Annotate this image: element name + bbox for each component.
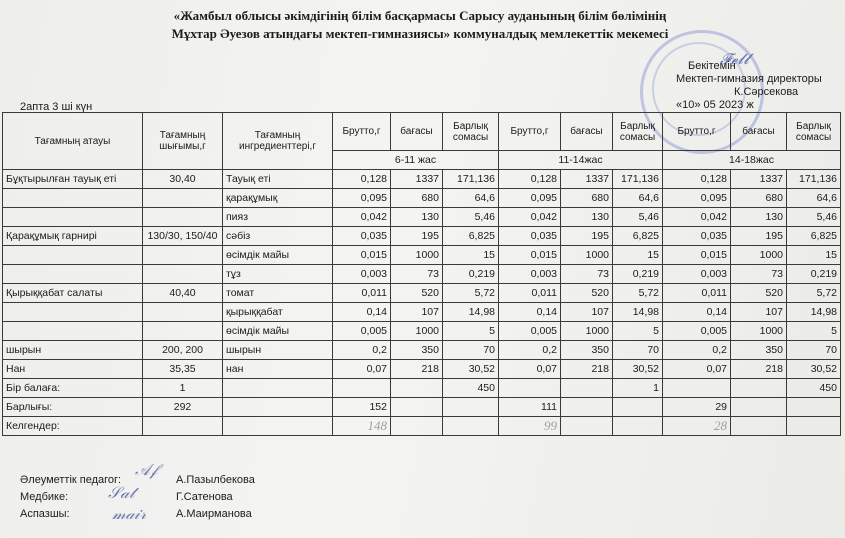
dish-yield — [143, 246, 223, 265]
cell-brutto-group-3: 0,042 — [663, 208, 731, 227]
cell-price-group-3: 1337 — [731, 170, 787, 189]
dish-name — [3, 303, 143, 322]
cell-brutto-group-2: 0,07 — [499, 360, 561, 379]
cell-price-group-1: 350 — [391, 341, 443, 360]
cell-sum-group-2: 0,219 — [613, 265, 663, 284]
cell-sum-group-3: 5,72 — [787, 284, 841, 303]
cell-sum-group-1: 14,98 — [443, 303, 499, 322]
menu-row — [3, 303, 841, 322]
menu-table — [2, 112, 841, 436]
age-group-11-14: 11-14жас — [499, 151, 663, 170]
total-group-1: 152 — [333, 398, 391, 417]
cell-brutto-group-1: 0,2 — [333, 341, 391, 360]
cell-price-group-1: 195 — [391, 227, 443, 246]
cell-sum-group-3: 64,6 — [787, 189, 841, 208]
cell-brutto-group-2: 0,2 — [499, 341, 561, 360]
cell-price-group-2: 1000 — [561, 322, 613, 341]
cell-sum-group-2: 15 — [613, 246, 663, 265]
ingredient-name: өсімдік майы — [223, 322, 333, 341]
menu-day: 2апта 3 ші күн — [20, 101, 93, 113]
cell-sum-group-1: 64,6 — [443, 189, 499, 208]
total-group-3: 29 — [663, 398, 731, 417]
header-total: Барлық сомасы — [613, 113, 663, 151]
cell-brutto-group-1: 0,015 — [333, 246, 391, 265]
cell-price-group-1: 218 — [391, 360, 443, 379]
header-ingredients: Тағамның ингредиенттері,г — [223, 113, 333, 170]
cell-sum-group-3: 14,98 — [787, 303, 841, 322]
cell-brutto-group-2: 0,035 — [499, 227, 561, 246]
cell-brutto-group-2: 0,14 — [499, 303, 561, 322]
cell-price-group-1: 130 — [391, 208, 443, 227]
cell-brutto-group-3: 0,095 — [663, 189, 731, 208]
header-brutto: Брутто,г — [663, 113, 731, 151]
cell-brutto-group-2: 0,003 — [499, 265, 561, 284]
cell-sum-group-2: 5 — [613, 322, 663, 341]
approval-position: Мектеп-гимназия директоры — [676, 73, 822, 85]
dish-yield — [143, 322, 223, 341]
menu-row — [3, 265, 841, 284]
cell-price-group-2: 1000 — [561, 246, 613, 265]
menu-body — [3, 170, 841, 379]
cell-sum-group-3: 171,136 — [787, 170, 841, 189]
cell-brutto-group-1: 0,07 — [333, 360, 391, 379]
header-line-2: Мұхтар Әуезов атындағы мектеп-гимназиясы» коммуналдық мемлекеттік мекемесі — [171, 26, 669, 41]
cell-price-group-3: 1000 — [731, 322, 787, 341]
header-total: Барлық сомасы — [443, 113, 499, 151]
signature-role-cook: Аспазшы: — [20, 508, 70, 520]
dish-name: Қырыққабат салаты — [3, 284, 143, 303]
cell-price-group-3: 130 — [731, 208, 787, 227]
cell-price-group-2: 218 — [561, 360, 613, 379]
per-child-count-2: 1 — [613, 379, 663, 398]
cell-price-group-2: 130 — [561, 208, 613, 227]
cell-brutto-group-1: 0,011 — [333, 284, 391, 303]
cell-sum-group-2: 6,825 — [613, 227, 663, 246]
ingredient-name: қарақұмық — [223, 189, 333, 208]
cell-brutto-group-1: 0,003 — [333, 265, 391, 284]
ingredient-name: нан — [223, 360, 333, 379]
signature-name-nurse: Г.Сатенова — [176, 491, 233, 503]
cell-sum-group-2: 171,136 — [613, 170, 663, 189]
ingredient-name: шырын — [223, 341, 333, 360]
cell-price-group-1: 520 — [391, 284, 443, 303]
cell-brutto-group-1: 0,005 — [333, 322, 391, 341]
dish-name — [3, 189, 143, 208]
attendance-group-1: 148 — [333, 417, 391, 436]
per-child-count: 1 — [143, 379, 223, 398]
cell-price-group-2: 680 — [561, 189, 613, 208]
dish-yield: 130/30, 150/40 — [143, 227, 223, 246]
cell-brutto-group-3: 0,14 — [663, 303, 731, 322]
per-child-label: Бір балаға: — [3, 379, 143, 398]
cell-brutto-group-1: 0,042 — [333, 208, 391, 227]
dish-name: Бұқтырылған тауық еті — [3, 170, 143, 189]
per-child-total-1: 450 — [443, 379, 499, 398]
header-brutto: Брутто,г — [333, 113, 391, 151]
cell-price-group-2: 107 — [561, 303, 613, 322]
cell-sum-group-2: 14,98 — [613, 303, 663, 322]
cell-price-group-3: 350 — [731, 341, 787, 360]
cell-brutto-group-2: 0,011 — [499, 284, 561, 303]
approval-date: «10» 05 2023 ж — [676, 99, 754, 111]
ingredient-name: пияз — [223, 208, 333, 227]
attendance-label: Келгендер: — [3, 417, 143, 436]
menu-row — [3, 227, 841, 246]
cell-brutto-group-1: 0,128 — [333, 170, 391, 189]
attendance-group-3: 28 — [663, 417, 731, 436]
cell-sum-group-1: 30,52 — [443, 360, 499, 379]
dish-yield — [143, 303, 223, 322]
dish-yield: 200, 200 — [143, 341, 223, 360]
cell-sum-group-1: 70 — [443, 341, 499, 360]
cell-price-group-3: 1000 — [731, 246, 787, 265]
cell-price-group-2: 1337 — [561, 170, 613, 189]
cell-price-group-2: 195 — [561, 227, 613, 246]
cell-brutto-group-1: 0,095 — [333, 189, 391, 208]
cell-sum-group-3: 70 — [787, 341, 841, 360]
cell-brutto-group-3: 0,003 — [663, 265, 731, 284]
per-child-total-3: 450 — [787, 379, 841, 398]
signature-name-cook: А.Маирманова — [176, 508, 252, 520]
dish-yield: 30,40 — [143, 170, 223, 189]
cell-price-group-3: 520 — [731, 284, 787, 303]
cell-price-group-1: 1000 — [391, 322, 443, 341]
age-group-6-11: 6-11 жас — [333, 151, 499, 170]
cell-brutto-group-2: 0,095 — [499, 189, 561, 208]
cell-price-group-1: 73 — [391, 265, 443, 284]
dish-name: шырын — [3, 341, 143, 360]
handwritten-signature-1: 𝒜𝒻 — [135, 460, 158, 479]
header-price: бағасы — [561, 113, 613, 151]
cell-brutto-group-2: 0,015 — [499, 246, 561, 265]
approval-name: К.Сәрсекова — [734, 86, 799, 98]
dish-yield: 35,35 — [143, 360, 223, 379]
cell-sum-group-1: 171,136 — [443, 170, 499, 189]
cell-brutto-group-2: 0,128 — [499, 170, 561, 189]
cell-price-group-2: 520 — [561, 284, 613, 303]
cell-sum-group-3: 15 — [787, 246, 841, 265]
menu-row — [3, 341, 841, 360]
menu-row — [3, 208, 841, 227]
cell-price-group-3: 107 — [731, 303, 787, 322]
ingredient-name: сәбіз — [223, 227, 333, 246]
cell-brutto-group-2: 0,005 — [499, 322, 561, 341]
approval-label: Бекітемін — [688, 60, 736, 72]
cell-price-group-3: 680 — [731, 189, 787, 208]
cell-sum-group-2: 70 — [613, 341, 663, 360]
handwritten-signature-3: 𝓂𝒶𝒾𝓇 — [112, 504, 147, 523]
cell-sum-group-1: 5,46 — [443, 208, 499, 227]
header-line-1: «Жамбыл облысы әкімдігінің білім басқармасы Сарысу ауданының білім бөлімінің — [173, 8, 667, 23]
cell-brutto-group-1: 0,035 — [333, 227, 391, 246]
director-signature: 𝓕𝓮𝓵𝓵 — [720, 50, 750, 68]
cell-sum-group-2: 30,52 — [613, 360, 663, 379]
cell-sum-group-2: 64,6 — [613, 189, 663, 208]
cell-brutto-group-2: 0,042 — [499, 208, 561, 227]
menu-row — [3, 189, 841, 208]
total-count: 292 — [143, 398, 223, 417]
dish-name — [3, 265, 143, 284]
cell-sum-group-1: 15 — [443, 246, 499, 265]
approval-block — [676, 60, 826, 112]
cell-brutto-group-3: 0,2 — [663, 341, 731, 360]
dish-name: Қарақұмық гарнирі — [3, 227, 143, 246]
cell-brutto-group-3: 0,011 — [663, 284, 731, 303]
menu-row — [3, 360, 841, 379]
dish-name — [3, 322, 143, 341]
cell-sum-group-3: 5 — [787, 322, 841, 341]
ingredient-name: өсімдік майы — [223, 246, 333, 265]
cell-sum-group-1: 0,219 — [443, 265, 499, 284]
cell-price-group-2: 73 — [561, 265, 613, 284]
cell-price-group-3: 218 — [731, 360, 787, 379]
cell-price-group-3: 73 — [731, 265, 787, 284]
signature-name-social-pedagogue: А.Пазылбекова — [176, 474, 255, 486]
cell-price-group-1: 107 — [391, 303, 443, 322]
cell-sum-group-3: 0,219 — [787, 265, 841, 284]
cell-price-group-1: 1337 — [391, 170, 443, 189]
cell-brutto-group-3: 0,035 — [663, 227, 731, 246]
dish-yield: 40,40 — [143, 284, 223, 303]
menu-row — [3, 246, 841, 265]
dish-yield — [143, 265, 223, 284]
dish-yield — [143, 208, 223, 227]
cell-sum-group-2: 5,72 — [613, 284, 663, 303]
ingredient-name: қырыққабат — [223, 303, 333, 322]
header-price: бағасы — [731, 113, 787, 151]
header-yield: Тағамның шығымы,г — [143, 113, 223, 170]
cell-sum-group-1: 5,72 — [443, 284, 499, 303]
signature-role-nurse: Медбике: — [20, 491, 69, 503]
total-label: Барлығы: — [3, 398, 143, 417]
header-price: бағасы — [391, 113, 443, 151]
cell-price-group-3: 195 — [731, 227, 787, 246]
attendance-group-2: 99 — [499, 417, 561, 436]
cell-sum-group-1: 5 — [443, 322, 499, 341]
cell-sum-group-3: 5,46 — [787, 208, 841, 227]
total-group-2: 111 — [499, 398, 561, 417]
header-brutto: Брутто,г — [499, 113, 561, 151]
cell-price-group-1: 680 — [391, 189, 443, 208]
ingredient-name: тұз — [223, 265, 333, 284]
cell-sum-group-3: 30,52 — [787, 360, 841, 379]
ingredient-name: Тауық еті — [223, 170, 333, 189]
age-group-14-18: 14-18жас — [663, 151, 841, 170]
cell-price-group-1: 1000 — [391, 246, 443, 265]
dish-name — [3, 246, 143, 265]
cell-brutto-group-1: 0,14 — [333, 303, 391, 322]
header-total: Барлық сомасы — [787, 113, 841, 151]
ingredient-name: томат — [223, 284, 333, 303]
cell-brutto-group-3: 0,07 — [663, 360, 731, 379]
menu-row — [3, 322, 841, 341]
dish-name — [3, 208, 143, 227]
cell-brutto-group-3: 0,015 — [663, 246, 731, 265]
menu-row — [3, 170, 841, 189]
signature-role-social-pedagogue: Әлеуметтік педагог: — [20, 474, 122, 486]
dish-yield — [143, 189, 223, 208]
cell-sum-group-1: 6,825 — [443, 227, 499, 246]
cell-brutto-group-3: 0,128 — [663, 170, 731, 189]
cell-price-group-2: 350 — [561, 341, 613, 360]
cell-sum-group-3: 6,825 — [787, 227, 841, 246]
header-dish: Тағамның атауы — [3, 113, 143, 170]
dish-name: Нан — [3, 360, 143, 379]
cell-sum-group-2: 5,46 — [613, 208, 663, 227]
menu-row — [3, 284, 841, 303]
cell-brutto-group-3: 0,005 — [663, 322, 731, 341]
handwritten-signature-2: 𝒮𝒶𝓉 — [108, 483, 135, 502]
